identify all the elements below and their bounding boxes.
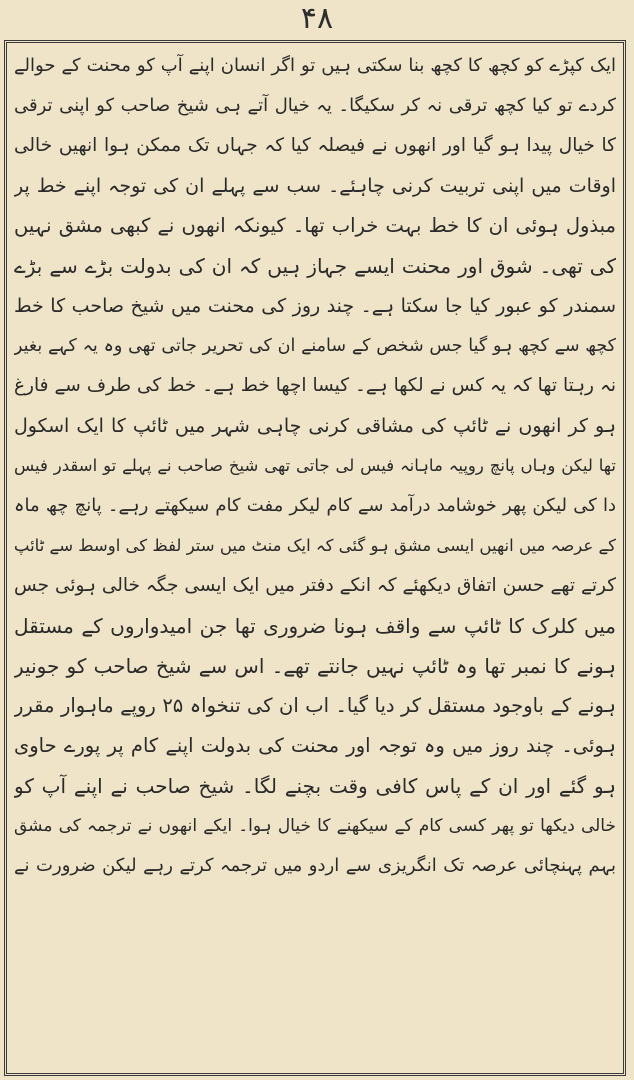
- text-line: ہونے کے باوجود مستقل کر دیا گیا۔ اب ان کی تنخواہ ۲۵ روپے ماہوار مقرر: [14, 694, 616, 717]
- text-line: کا خیال پیدا ہو گیا اور انھوں نے فیصلہ کیا کہ جہاں تک ممکن ہوا انھیں خالی: [14, 135, 616, 156]
- text-line: ہو کر انھوں نے ٹائپ کی مشاقی کرنی چاہی شہر میں ٹائپ کا ایک اسکول: [14, 415, 616, 437]
- text-line: کی تھی۔ شوق اور محنت ایسے جہاز ہیں کہ ان کی بدولت بڑے سے بڑے: [14, 254, 616, 278]
- text-line: دا کی لیکن پھر خوشامد درآمد سے کام لیکر مفت کام سیکھتے رہے۔ پانچ چھ ماہ: [14, 495, 616, 516]
- body-text: [14, 46, 616, 1070]
- text-line: بہم پہنچائی عرصہ تک انگریزی سے اردو میں ترجمہ کرتے رہے لیکن ضرورت نے: [14, 855, 616, 876]
- text-line: خالی دیکھا تو پھر کسی کام کے سیکھنے کا خیال ہوا۔ ایکے انھوں نے ترجمہ کی مشق: [14, 816, 616, 836]
- text-line: کچھ سے کچھ ہو گیا جس شخص کے سامنے ان کی تحریر جاتی تھی وہ یہ کہے بغیر: [14, 336, 616, 356]
- text-line: اوقات میں اپنی تربیت کرنی چاہئے۔ سب سے پہلے ان کی توجہ اپنے خط پر: [14, 175, 616, 197]
- text-line: نہ رہتا تھا کہ یہ کس نے لکھا ہے۔ کیسا اچھا خط ہے۔ خط کی طرف سے فارغ: [14, 375, 616, 396]
- text-line: مبذول ہوئی ان کا خط بہت خراب تھا۔ کیونکہ انھوں نے کبھی مشق نہیں: [14, 214, 616, 237]
- text-line: سمندر کو عبور کیا جا سکتا ہے۔ چند روز کی محنت میں شیخ صاحب کا خط: [14, 295, 616, 317]
- text-line: کردے تو کیا کچھ ترقی نہ کر سکیگا۔ یہ خیال آتے ہی شیخ صاحب کو اپنی ترقی: [14, 95, 616, 116]
- text-line: ہوئی۔ چند روز میں وہ توجہ اور محنت کی بدولت اپنے کام پر پورے حاوی: [14, 734, 616, 757]
- text-line: میں کلرک کا ٹائپ سے واقف ہونا ضروری تھا جن امیدواروں کے مستقل: [14, 614, 616, 638]
- text-line: ہونے کا نمبر تھا وہ ٹائپ نہیں جانتے تھے۔ اس سے شیخ صاحب کو جونیر: [14, 654, 616, 678]
- page-number: ۴۸: [300, 1, 334, 36]
- text-line: تھا لیکن وہاں پانچ روپیہ ماہانہ فیس لی جاتی تھی شیخ صاحب نے پہلے تو اسقدر فیس: [14, 456, 616, 475]
- text-line: ایک کپڑے کو کچھ کا کچھ بنا سکتی ہیں تو اگر انسان اپنے آپ کو محنت کے حوالے: [14, 55, 616, 76]
- text-line: ہو گئے اور ان کے پاس کافی وقت بچنے لگا۔ شیخ صاحب نے اپنے آپ کو: [14, 774, 616, 798]
- text-line: کرتے تھے حسن اتفاق دیکھئے کہ انکے دفتر میں ایک ایسی جگہ خالی ہوئی جس: [14, 575, 616, 596]
- text-line: کے عرصہ میں انھیں ایسی مشق ہو گئی کہ ایک منٹ میں ستر لفظ کی اوسط سے ٹائپ: [14, 536, 616, 555]
